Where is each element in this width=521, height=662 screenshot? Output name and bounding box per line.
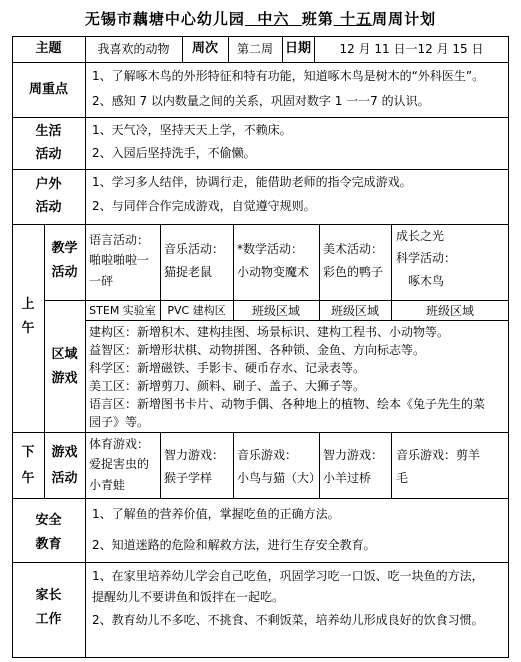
theme-value: 我喜欢的动物 <box>97 42 170 56</box>
date-value: 12 月 11 日一12 月 15 日 <box>339 42 484 56</box>
teaching-cell-5-line-1: 成长之光 <box>396 229 445 243</box>
outdoor-item-1: 1、学习多人结伴，协调行走，能借助老师的指令完成游戏。 <box>92 175 412 189</box>
area-line-1: 建构区：新增积木、建构挂图、场景标识、建构工程书、小动物等。 <box>89 325 450 339</box>
parents-item-2: 提醒幼儿不要讲鱼和饭拌在一起吃。 <box>92 590 285 604</box>
afternoon-cell-4-line-1: 智力游戏： <box>323 448 384 462</box>
afternoon-games-label-2: 活动 <box>51 471 78 486</box>
areas-label-1: 区域 <box>51 347 78 362</box>
afternoon-cell-3-line-1: 音乐游戏： <box>237 448 298 462</box>
title-school: 无锡市藕塘中心幼儿园 <box>84 10 245 28</box>
afternoon-cell-3-line-2: 小鸟与猫（大） <box>237 471 322 485</box>
focus-label: 周重点 <box>28 82 68 97</box>
area-line-4: 美工区：新增剪刀、颜料、刷子、盖子、大狮子等。 <box>89 379 366 393</box>
afternoon-cell-1-line-3: 小青蛙 <box>89 478 126 492</box>
morning-label-1: 上 <box>21 297 35 312</box>
area-line-2: 益智区：新增形状棋、动物拼图、各种锁、金鱼、方向标志等。 <box>89 343 426 357</box>
teaching-label-2: 活动 <box>51 265 78 280</box>
area-header-stem: STEM 实验室 <box>89 304 156 317</box>
outdoor-label-2: 活动 <box>35 200 62 215</box>
outdoor-label-1: 户外 <box>35 177 62 192</box>
teaching-cell-1-line-1: 语言活动： <box>89 233 150 247</box>
afternoon-label-2: 午 <box>21 471 35 486</box>
afternoon-cell-5-line-1: 音乐游戏：剪羊 <box>396 448 481 462</box>
page-title <box>0 8 521 29</box>
teaching-cell-4-line-2: 彩色的鸭子 <box>323 265 384 279</box>
afternoon-cell-4-line-2: 小羊过桥 <box>323 471 372 485</box>
afternoon-games-label-1: 游戏 <box>51 445 78 460</box>
afternoon-cell-2-line-2: 猴子学样 <box>164 471 213 485</box>
teaching-cell-1-line-2: 啪啦啪啦一 <box>89 253 150 267</box>
focus-item-1: 1、了解啄木鸟的外形特征和特有功能，知道啄木鸟是树木的“外科医生”。 <box>92 69 485 83</box>
life-item-1: 1、天气冷，坚持天天上学，不赖床。 <box>92 123 292 137</box>
afternoon-cell-1-line-1: 体育游戏： <box>89 437 150 451</box>
area-line-5: 语言区：新增图书卡片、动物手偶、各种地上的植物、绘本《兔子先生的菜 <box>89 397 486 411</box>
area-line-6: 园子》等。 <box>89 415 150 429</box>
teaching-cell-3-line-2: 小动物变魔术 <box>237 265 310 279</box>
theme-label: 主题 <box>35 41 62 56</box>
afternoon-cell-5-line-2: 毛 <box>396 471 409 485</box>
parents-item-3: 2、教育幼儿不多吃、不挑食、不剩饭菜，培养幼儿形成良好的饮食习惯。 <box>92 613 484 627</box>
area-header-class-1: 班级区域 <box>251 304 300 318</box>
teaching-cell-2-line-2: 猫捉老鼠 <box>164 265 213 279</box>
morning-label-2: 午 <box>21 321 35 336</box>
teaching-cell-5-line-3: 啄木鸟 <box>408 274 445 288</box>
safety-label-1: 安全 <box>35 513 62 528</box>
safety-item-2: 2、知道迷路的危险和解救方法，进行生存安全教育。 <box>92 538 376 552</box>
title-class-name: 中六 <box>257 10 290 28</box>
outdoor-item-2: 2、与同伴合作完成游戏，自觉遵守规则。 <box>92 199 316 213</box>
life-item-2: 2、入园后坚持洗手，不偷懒。 <box>92 146 256 160</box>
life-label-2: 活动 <box>35 147 62 162</box>
parents-label-1: 家长 <box>35 588 62 603</box>
afternoon-cell-1-line-2: 爱捉害虫的 <box>89 457 150 471</box>
areas-label-2: 游戏 <box>51 371 78 386</box>
area-header-class-3: 班级区域 <box>425 304 474 318</box>
life-label-1: 生活 <box>35 124 62 139</box>
title-week: 十五 <box>340 10 373 28</box>
title-suffix: 周周计划 <box>372 10 437 28</box>
safety-label-2: 教育 <box>35 537 62 552</box>
focus-item-2: 2、感知 7 以内数量之间的关系，巩固对数字 1 一一7 的认识。 <box>92 94 430 108</box>
teaching-cell-3-line-1: *数学活动： <box>237 242 304 256</box>
teaching-label-1: 教学 <box>51 241 78 256</box>
week-label: 周次 <box>191 41 218 56</box>
teaching-cell-1-line-3: 一砰 <box>89 274 114 288</box>
afternoon-label-1: 下 <box>21 445 35 460</box>
area-header-pvc: PVC 建构区 <box>167 304 226 317</box>
parents-item-1: 1、在家里培养幼儿学会自己吃鱼，巩固学习吃一口饭、吃一块鱼的方法， <box>92 569 484 583</box>
afternoon-cell-2-line-1: 智力游戏： <box>164 448 225 462</box>
teaching-cell-5-line-2: 科学活动： <box>396 251 457 265</box>
teaching-cell-4-line-1: 美术活动： <box>323 242 384 256</box>
area-header-class-2: 班级区域 <box>330 304 379 318</box>
week-value: 第二周 <box>236 42 273 56</box>
parents-label-2: 工作 <box>35 612 62 627</box>
area-line-3: 科学区：新增磁铁、手影卡、硬币存水、记录表等。 <box>89 361 366 375</box>
date-label: 日期 <box>284 41 311 56</box>
teaching-cell-2-line-1: 音乐活动： <box>164 242 225 256</box>
safety-item-1: 1、了解鱼的营养价值，掌握吃鱼的正确方法。 <box>92 507 340 521</box>
title-class-suffix: 班第 <box>301 10 334 28</box>
